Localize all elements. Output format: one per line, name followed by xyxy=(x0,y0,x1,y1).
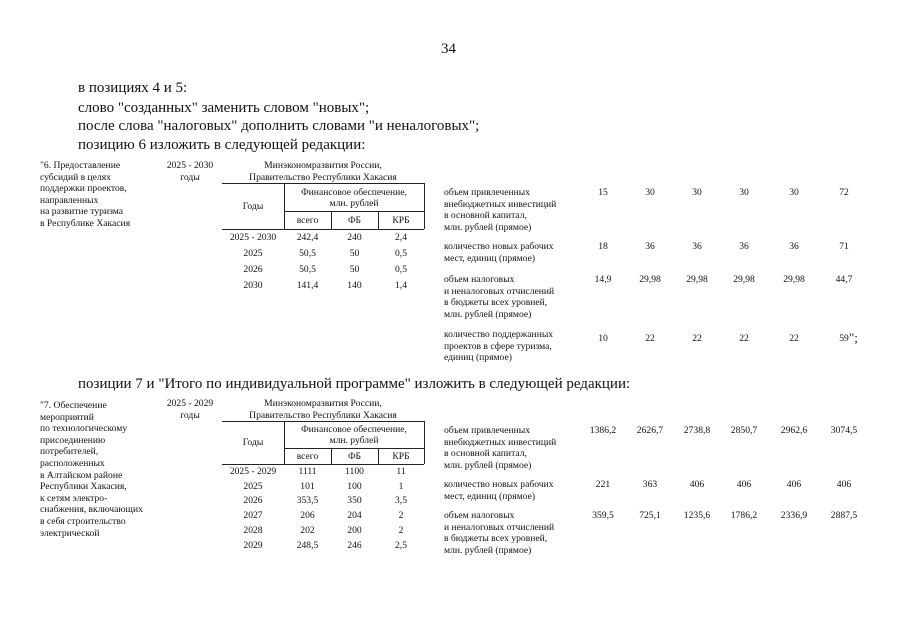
indicator-value: 22 xyxy=(789,333,799,344)
pos7-title-line: электрической xyxy=(40,527,100,539)
pos7-fin-krb: 2 xyxy=(398,525,404,536)
pos7-period xyxy=(155,398,225,421)
indicator-line: объем налоговых xyxy=(444,274,515,285)
indicator-value: 2626,7 xyxy=(636,425,664,436)
indicator-value: 30 xyxy=(789,187,799,198)
pos6-fin-krb: 1,4 xyxy=(395,280,407,291)
indicator-line: объем привлеченных xyxy=(444,187,530,198)
pos6-indicator-3 xyxy=(444,274,554,320)
pos7-fin-fb: 204 xyxy=(347,510,362,521)
indicator-line: объем налоговых xyxy=(444,510,515,521)
pos7-fin-total: 202 xyxy=(300,525,315,536)
indicator-value: 30 xyxy=(739,187,749,198)
indicator-line: млн. рублей (прямое) xyxy=(444,221,532,233)
pos7-fin-financing-line: млн. рублей xyxy=(329,435,379,446)
indicator-value: 29,98 xyxy=(783,274,805,285)
pos7-title-line: в себя строительство xyxy=(40,515,126,527)
pos6-title-line: поддержки проектов, xyxy=(40,183,127,195)
indicator-line: количество поддержанных xyxy=(444,329,554,340)
indicator-line: количество новых рабочих xyxy=(444,241,554,252)
pos7-title-line: мероприятий xyxy=(40,411,94,423)
pos7-title-line: снабжения, включающих xyxy=(40,504,143,516)
indicator-value: 363 xyxy=(642,479,658,490)
indicator-value: 36 xyxy=(645,241,655,252)
pos6-fin-financing-header xyxy=(284,187,424,209)
pos7-fin-krb: 11 xyxy=(396,466,406,477)
pos6-fin-total: 141,4 xyxy=(296,280,319,291)
indicator-value: 22 xyxy=(692,333,702,344)
pos6-fin-year: 2025 - 2030 xyxy=(229,232,277,243)
pos6-period-line: годы xyxy=(180,171,200,183)
pos6-fin-year: 2025 xyxy=(243,248,263,259)
pos7-title-line: по технологическому xyxy=(40,423,128,435)
pos6-title-line: на развитие туризма xyxy=(40,206,123,218)
pos7-fin-fb: 1100 xyxy=(345,466,364,477)
pos6-indicator-1 xyxy=(444,187,556,233)
indicator-value: 29,98 xyxy=(686,274,708,285)
pos6-fin-krb: 0,5 xyxy=(395,248,407,259)
indicator-line: мест, единиц (прямое) xyxy=(444,490,536,502)
pos6-fin-financing-line: Финансовое обеспечение, xyxy=(301,187,407,198)
pos7-fin-fb: 200 xyxy=(347,525,362,536)
indicator-value: 2738,8 xyxy=(683,425,711,436)
indicator-value: 2962,6 xyxy=(780,425,808,436)
pos6-indicator-4 xyxy=(444,329,553,364)
pos6-fin-fb: 50 xyxy=(349,264,360,275)
pos7-period-line: годы xyxy=(180,409,200,421)
indicator-line: количество новых рабочих xyxy=(444,479,554,490)
pos6-fin-fb: 140 xyxy=(347,280,362,291)
pos6-closing-mark: "; xyxy=(849,330,858,345)
pos7-title-line: к сетям электро- xyxy=(40,492,108,504)
indicator-value: 1786,2 xyxy=(730,510,758,521)
pos7-indicator-2 xyxy=(444,479,554,502)
pos7-fin-year: 2029 xyxy=(243,540,263,551)
pos7-fin-line-right xyxy=(424,421,425,464)
indicator-line: млн. рублей (прямое) xyxy=(444,459,532,471)
indicator-value: 359,5 xyxy=(592,510,614,521)
pos6-fin-fb: 50 xyxy=(349,248,360,259)
indicator-value: 30 xyxy=(645,187,655,198)
indicator-line: в бюджеты всех уровней, xyxy=(444,533,548,545)
pos7-fin-year: 2028 xyxy=(243,525,263,536)
pos6-fin-total: 50,5 xyxy=(299,248,316,259)
pos6-title-line: направленных xyxy=(40,194,99,206)
indicator-value: 406 xyxy=(786,479,802,490)
pos6-fin-col-total: всего xyxy=(296,215,319,226)
pos7-title-line: расположенных xyxy=(40,457,105,469)
indicator-value: 2850,7 xyxy=(730,425,758,436)
pos6-executors xyxy=(222,160,424,183)
pos7-fin-krb: 2,5 xyxy=(395,540,407,551)
pos7-fin-fb: 246 xyxy=(347,540,362,551)
indicator-line: и неналоговых отчислений xyxy=(444,285,555,297)
indicator-value: 725,1 xyxy=(639,510,661,521)
indicator-value: 1386,2 xyxy=(589,425,617,436)
pos7-title-line: в Алтайском районе xyxy=(40,469,123,481)
indicator-line: проектов в сфере туризма, xyxy=(444,340,552,352)
pos6-title-line: "6. Предоставление xyxy=(40,160,121,171)
pos6-fin-col-fb: ФБ xyxy=(347,215,362,226)
indicator-value: 72 xyxy=(839,187,849,198)
indicator-value: 29,98 xyxy=(733,274,755,285)
pos7-fin-year: 2026 xyxy=(243,495,263,506)
indicator-line: внебюджетных инвестиций xyxy=(444,198,557,210)
indicator-value: 406 xyxy=(736,479,752,490)
indicator-value: 22 xyxy=(739,333,749,344)
pos6-fin-year: 2030 xyxy=(243,280,263,291)
pos7-fin-fb: 100 xyxy=(347,481,362,492)
indicator-value: 221 xyxy=(595,479,611,490)
pos7-indicator-3 xyxy=(444,510,554,556)
pos7-fin-total: 248,5 xyxy=(296,540,319,551)
pos6-fin-line-right xyxy=(424,183,425,229)
pos7-fin-total: 1111 xyxy=(298,466,317,477)
indicator-value: 10 xyxy=(598,333,608,344)
indicator-value: 406 xyxy=(689,479,705,490)
pos7-fin-fb: 350 xyxy=(347,495,362,506)
indicator-line: единиц (прямое) xyxy=(444,352,512,364)
pos6-fin-col-krb: КРБ xyxy=(392,215,410,226)
pos6-fin-financing-line: млн. рублей xyxy=(329,198,379,209)
indicator-line: в основной капитал, xyxy=(444,210,527,222)
pos7-executor-line: Минэкономразвития России, xyxy=(264,398,382,409)
pos7-title xyxy=(40,400,143,539)
pos7-fin-financing-line: Финансовое обеспечение, xyxy=(301,424,407,435)
pos7-indicator-1 xyxy=(444,425,556,471)
pos7-fin-financing-header xyxy=(284,424,424,446)
pos6-title xyxy=(40,160,130,230)
indicator-value: 1235,6 xyxy=(683,510,711,521)
pos7-fin-col-total: всего xyxy=(296,451,319,462)
pos7-title-line: присоединению xyxy=(40,434,106,446)
pos7-title-line: потребителей, xyxy=(40,446,99,458)
indicator-line: млн. рублей (прямое) xyxy=(444,544,532,556)
pos7-fin-line-bottom xyxy=(222,464,424,465)
pos7-fin-line-mid xyxy=(284,448,424,449)
pos6-fin-fb: 240 xyxy=(347,232,362,243)
pos7-fin-col-krb: КРБ xyxy=(392,451,410,462)
pos7-fin-year: 2027 xyxy=(243,510,263,521)
indicator-value: 36 xyxy=(739,241,749,252)
pos6-period-line: 2025 - 2030 xyxy=(166,160,214,171)
indicator-line: млн. рублей (прямое) xyxy=(444,308,532,320)
indicator-value: 22 xyxy=(645,333,655,344)
pos7-fin-total: 101 xyxy=(300,481,315,492)
indicator-value: 2887,5 xyxy=(830,510,858,521)
pos6-fin-line-mid xyxy=(284,211,424,212)
pos6-fin-total: 242,4 xyxy=(296,232,319,243)
pos6-title-line: в Республике Хакасия xyxy=(40,217,131,229)
pos6-indicator-2 xyxy=(444,241,554,264)
pos6-fin-krb: 0,5 xyxy=(395,264,407,275)
indicator-value: 2336,9 xyxy=(780,510,808,521)
indicator-value: 71 xyxy=(839,241,849,252)
indicator-value: 14,9 xyxy=(594,274,612,285)
pos6-fin-line-top xyxy=(222,183,424,184)
indicator-line: внебюджетных инвестиций xyxy=(444,436,557,448)
indicator-value: 36 xyxy=(789,241,799,252)
indicator-value: 3074,5 xyxy=(830,425,858,436)
pos7-fin-total: 206 xyxy=(300,510,315,521)
indicator-value: 406 xyxy=(836,479,852,490)
indicator-value: 44,7 xyxy=(835,274,853,285)
indicator-value: 29,98 xyxy=(639,274,661,285)
indicator-value: 36 xyxy=(692,241,702,252)
pos7-fin-krb: 1 xyxy=(398,481,404,492)
pos6-executor-line: Правительство Республики Хакасия xyxy=(249,171,397,183)
page-number: 34 xyxy=(441,41,456,57)
pos7-fin-years-header: Годы xyxy=(242,437,264,448)
pos7-fin-total: 353,5 xyxy=(296,495,319,506)
indicator-line: в основной капитал, xyxy=(444,448,527,460)
pos7-executors xyxy=(222,398,424,421)
indicator-line: объем привлеченных xyxy=(444,425,530,436)
intro-line-2: слово "созданных" заменить словом "новых"; xyxy=(78,100,370,116)
pos6-period xyxy=(155,160,225,183)
pos7-title-line: Республики Хакасия, xyxy=(40,481,127,493)
pos6-fin-krb: 2,4 xyxy=(395,232,407,243)
pos6-fin-line-bottom xyxy=(222,229,424,230)
indicator-value: 15 xyxy=(598,187,608,198)
pos7-period-line: 2025 - 2029 xyxy=(166,398,214,409)
intro-line-4: позицию 6 изложить в следующей редакции: xyxy=(78,137,366,153)
indicator-value: 30 xyxy=(692,187,702,198)
pos6-fin-year: 2026 xyxy=(243,264,263,275)
pos6-executor-line: Минэкономразвития России, xyxy=(264,160,382,171)
pos6-fin-total: 50,5 xyxy=(299,264,316,275)
pos7-fin-line-top xyxy=(222,421,424,422)
indicator-value: 18 xyxy=(598,241,608,252)
pos7-fin-year: 2025 - 2029 xyxy=(229,466,277,477)
pos6-title-line: субсидий в целях xyxy=(40,171,111,183)
indicator-line: мест, единиц (прямое) xyxy=(444,252,536,264)
middle-instruction: позиции 7 и "Итого по индивидуальной программе" изложить в следующей редакции: xyxy=(78,376,631,392)
pos7-fin-krb: 3,5 xyxy=(395,495,407,506)
pos7-executor-line: Правительство Республики Хакасия xyxy=(249,409,397,421)
pos7-title-line: "7. Обеспечение xyxy=(40,400,107,411)
intro-line-1: в позициях 4 и 5: xyxy=(78,80,188,96)
indicator-line: и неналоговых отчислений xyxy=(444,521,555,533)
pos7-fin-krb: 2 xyxy=(398,510,404,521)
pos6-fin-years-header: Годы xyxy=(242,201,264,212)
pos7-fin-col-fb: ФБ xyxy=(347,451,362,462)
indicator-value: 59 xyxy=(839,333,849,344)
intro-line-3: после слова "налоговых" дополнить словами "и неналоговых"; xyxy=(78,118,480,134)
indicator-line: в бюджеты всех уровней, xyxy=(444,297,548,309)
pos7-fin-year: 2025 xyxy=(243,481,263,492)
